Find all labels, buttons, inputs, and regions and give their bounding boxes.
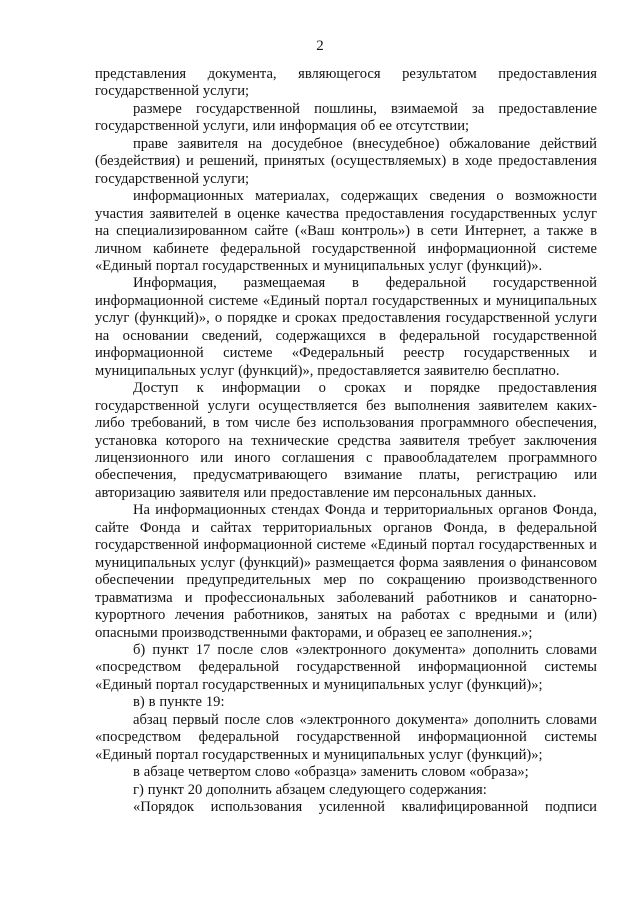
paragraph-fourth-clause: в абзаце четвертом слово «образца» заменить словом «образа»;: [133, 764, 529, 781]
document-body: [95, 66, 597, 816]
paragraph-access-information: Доступ к информации о сроках и порядке предоставления государственной услуги осуществляется без выполнения заявителем каких-либо требований, в том числе без использования программного обеспечения, установка которого на технические средства заявителя требует заключения лицензионного или иного соглашения с правообладателем программного обеспечения, предусматривающего взимание платы, регистрацию или авторизацию заявителя или предоставление им персональных данных.: [95, 380, 597, 501]
paragraph-document-result: представления документа, являющегося результатом предоставления государственной услуги;: [95, 66, 597, 100]
paragraph-state-fee: размере государственной пошлины, взимаемой за предоставление государственной услуги, или информация об ее отсутствии;: [95, 100, 597, 135]
paragraph-item-b: б) пункт 17 после слов «электронного документа» дополнить словами «посредством федеральной государственной информационной системы «Единый портал государственных и муниципальных услуг (функций)»;: [95, 641, 597, 693]
page-number: 2: [316, 38, 324, 54]
paragraph-appeal-right: праве заявителя на досудебное (внесудебное) обжалование действий (бездействия) и решений, принятых (осуществляемых) в ходе предоставления государственной услуги;: [95, 135, 597, 187]
paragraph-quality-assessment: информационных материалах, содержащих сведения о возможности участия заявителей в оценке качества предоставления государственных услуг на специализированном сайте («Ваш контроль») в сети Интернет, а также в личном кабинете федеральной государственной информационной системе «Единый портал государственных и муниципальных услуг (функций)».: [95, 188, 597, 274]
paragraph-portal-information: Информация, размещаемая в федеральной государственной информационной системе «Единый портал государственных и муниципальных услуг (функций)», о порядке и сроках предоставления государственной услуги на основании сведений, содержащихся в федеральной государственной информационной системе «Федеральный реестр государственных и муниципальных услуг (функций)», предоставляется заявителю бесплатно.: [95, 275, 597, 379]
paragraph-signature-order: «Порядок использования усиленной квалифицированной подписи: [133, 799, 597, 816]
paragraph-item-v: в) в пункте 19:: [133, 694, 225, 711]
paragraph-first-clause: абзац первый после слов «электронного документа» дополнить словами «посредством федеральной государственной информационной системы «Единый портал государственных и муниципальных услуг (функций)»;: [95, 711, 597, 763]
paragraph-item-g: г) пункт 20 дополнить абзацем следующего содержания:: [133, 781, 487, 798]
paragraph-information-stands: На информационных стендах Фонда и территориальных органов Фонда, сайте Фонда и сайтах территориальных органов Фонда, в федеральной государственной информационной системе «Единый портал государственных и муниципальных услуг (функций)» размещается форма заявления о финансовом обеспечении предупредительных мер по сокращению производственного травматизма и профессиональных заболеваний работников и санаторно-курортного лечения работников, занятых на работах с вредными и (или) опасными производственными факторами, и образец ее заполнения.»;: [95, 502, 597, 641]
